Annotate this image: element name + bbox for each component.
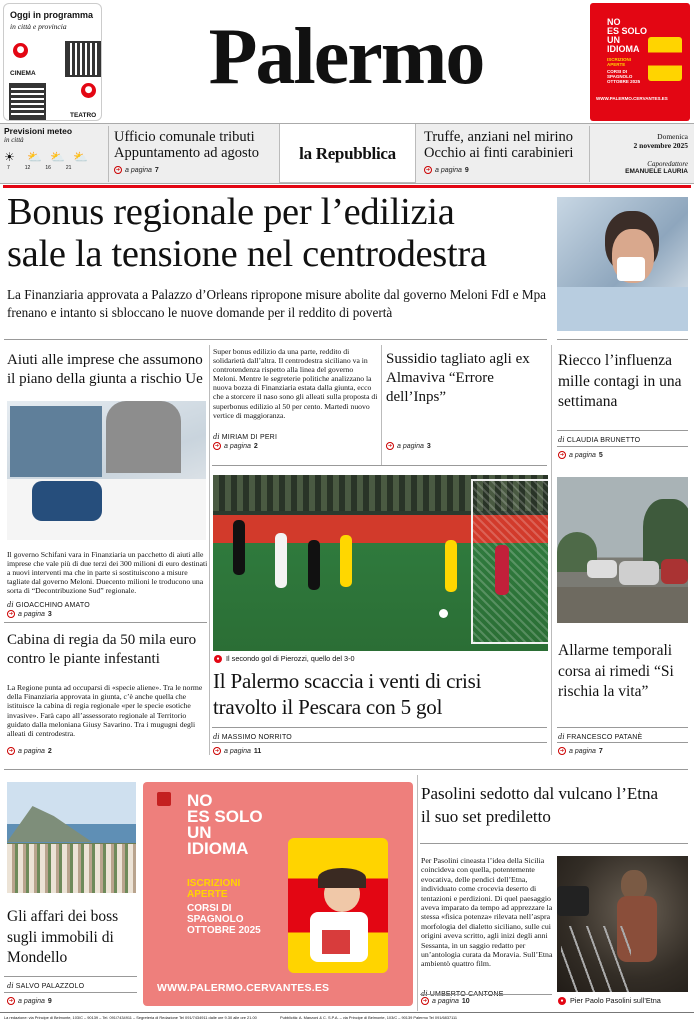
page-ref[interactable]: ➜ a pagina 2: [214, 442, 258, 450]
byline: di FRANCESCO PATANÈ: [558, 732, 643, 741]
cinema-icon: ●: [13, 43, 28, 58]
today-box: [3, 3, 102, 121]
ad-line-1: NO: [607, 17, 621, 27]
ad-flag-illustration: [288, 838, 388, 973]
meteo-box: [4, 126, 104, 182]
ad-sub-2: CORSI DI SPAGNOLO OTTOBRE 2025: [607, 69, 641, 84]
byline: di MIRIAM DI PERI: [213, 432, 278, 441]
arrow-icon: ➜: [214, 748, 220, 754]
camera-icon: ●: [214, 655, 222, 663]
page-ref[interactable]: ➜ a pagina 7: [559, 747, 603, 755]
ad-url[interactable]: WWW.PALERMO.CERVANTES.ES: [596, 96, 668, 101]
lead-headline-line-2: sale la tensione nel centrodestra: [7, 233, 487, 275]
arrow-icon: ➜: [387, 443, 393, 449]
ad-line-2: ES SOLO: [607, 26, 648, 36]
ad-line-4: IDIOMA: [607, 44, 640, 54]
sport-headline[interactable]: Il Palermo scaccia i venti di crisi travolto il Pescara con 5 gol: [213, 669, 482, 719]
arrow-icon: ➜: [8, 748, 14, 754]
article-influenza-headline[interactable]: Riecco l’influenza mille contagi in una settimana: [558, 352, 682, 410]
newspaper-title: Palermo: [208, 13, 484, 101]
editor-name: EMANUELE LAURIA: [625, 168, 688, 175]
meteo-temp: 7: [7, 165, 10, 171]
byline: di MASSIMO NORRITO: [213, 732, 292, 741]
arrow-icon: ➜: [214, 443, 220, 449]
qr-code-teatro-icon[interactable]: [11, 85, 44, 118]
photo-caption: ● Il secondo gol di Pierozzi, quello del 3-0: [214, 654, 355, 663]
meteo-temp: 12: [24, 165, 31, 171]
day: Domenica: [657, 132, 688, 141]
lead-headline-line-1: Bonus regionale per l’edilizia: [7, 191, 455, 233]
article-temporali-headline[interactable]: Allarme temporali corsa ai rimedi “Si rischia la vita”: [558, 642, 674, 700]
article-pasolini-headline[interactable]: Pasolini sedotto dal vulcano l’Etna il suo set prediletto: [421, 784, 659, 826]
teaser-title: Truffe, anziani nel mirino: [424, 129, 574, 145]
ad-line-1: NO: [187, 791, 213, 810]
page-ref[interactable]: ➜ a pagina 3: [387, 442, 431, 450]
influenza-photo: [557, 197, 688, 331]
football-photo: [213, 475, 548, 651]
photo-caption: ● Pier Paolo Pasolini sull’Etna: [558, 996, 661, 1005]
teatro-label: TEATRO: [70, 112, 97, 119]
arrow-icon: ➜: [115, 167, 121, 173]
lead-deck: La Finanziaria approvata a Palazzo d’Orleans ripropone misure abolite dal governo Meloni FdI e Mpa frenano e intanto si sbloccano le nuove domande per il reddito di povertà: [7, 287, 547, 320]
camera-icon: ●: [558, 997, 566, 1005]
article-pasolini-body: Per Pasolini cineasta l’idea della Sicilia coincideva con quella, potentemente evocativa, delle pendici dell’Etna, individuato come crocevia deserto di tentazioni e perdizioni. Di quel paesaggio aveva imparato da tempo ad apprezzare la stessa «fisica potenza» rilevata nell’aspra morfologia del dialetto siciliano, sulle cui origini aveva scritto, agli inizi degli anni Sessanta, in un saggio redatto per un’antologia curata da Moravia. Sull’Etna ambientò quattro film.: [421, 856, 553, 969]
editor-role: Caporedattore: [647, 160, 688, 168]
ad-line-4: IDIOMA: [187, 839, 249, 858]
aiuti-photo: [7, 401, 206, 540]
arrow-icon: ➜: [559, 748, 565, 754]
today-box-subtitle: in città e provincia: [10, 22, 67, 31]
meteo-temp: 21: [65, 165, 72, 171]
arrow-icon: ➜: [425, 167, 431, 173]
repubblica-logo-box: [279, 124, 416, 183]
page-ref[interactable]: ➜ a pagina 5: [559, 451, 603, 459]
article-aiuti-headline[interactable]: Aiuti alle imprese che assumono il piano della giunta a rischio Ue: [7, 352, 203, 387]
teatro-icon: ●: [81, 83, 96, 98]
footer-redazione: La redazione: via Principe di Belmonte, 103/C – 90139 – Tel. 091/7434911 – Segreteria di Redazione Tel 091/7434911 dalle ore 9.30 alle ore 21.00: [4, 1015, 257, 1020]
article-mondello-headline[interactable]: Gli affari dei boss sugli immobili di Mondello: [7, 908, 119, 966]
ad-sub-2: CORSI DI SPAGNOLO OTTOBRE 2025: [187, 903, 261, 936]
weather-cloud-sun-icon: ⛅: [73, 150, 88, 164]
today-box-title: Oggi in programma: [10, 10, 94, 20]
byline: di CLAUDIA BRUNETTO: [558, 435, 641, 444]
article-cabina-headline[interactable]: Cabina di regia da 50 mila euro contro le piante infestanti: [7, 632, 197, 667]
ad-line-3: UN: [607, 35, 620, 45]
repubblica-logo: la Repubblica: [299, 144, 396, 163]
date-box: [592, 132, 688, 175]
ad-sub-1: ISCRIZIONI APERTE: [607, 57, 632, 67]
page-ref[interactable]: ➜ a pagina 11: [214, 747, 262, 755]
teaser-subtitle: Occhio ai finti carabinieri: [424, 145, 574, 161]
pasolini-photo: [557, 856, 688, 992]
ad-url[interactable]: WWW.PALERMO.CERVANTES.ES: [157, 982, 330, 994]
teaser-title: Ufficio comunale tributi: [114, 129, 255, 145]
red-rule: [3, 185, 691, 188]
ad-line-3: UN: [187, 823, 212, 842]
teaser-truffe[interactable]: Truffe, anziani nel mirino Occhio ai finti carabinieri ➜ a pagina 9: [424, 129, 586, 174]
article-aiuti-body: Il governo Schifani vara in Finanziaria un pacchetto di aiuti alle imprese che vale più di due terzi dei 300 milioni di euro destinati a nuovi interventi ma che in parte si sostituiscono a misure tagliate dal governo Meloni. Duecento milioni le troducono una sorta di “Decontribuzione Sud” regionale.: [7, 550, 208, 595]
ad-flag-illustration: [648, 37, 682, 81]
ad-line-2: ES SOLO: [187, 807, 263, 826]
mondello-photo: [7, 782, 136, 893]
lead-headline[interactable]: [7, 191, 552, 275]
weather-cloud-sun-icon: ⛅: [50, 150, 65, 164]
byline: di SALVO PALAZZOLO: [7, 981, 85, 990]
meteo-subtitle: in città: [4, 136, 24, 144]
weather-sun-icon: ☀: [4, 150, 15, 164]
article-bonus-body: Super bonus edilizio da una parte, reddito di solidarietà dall’altra. Il centrodestra siciliano va in controtendenza rispetto alla linea del governo Meloni. Mentre le segreterie politiche analizzano la nuova bozza di Finanziaria estata dalla giunta, ecco che a storcere il naso sono gli alleati sulla proposta di superbonus edilizio al 50 per cento. Martedì nuovo vertice di maggioranza.: [213, 347, 378, 420]
meteo-title: Previsioni meteo: [4, 126, 73, 136]
meteo-temp: 16: [45, 165, 51, 171]
cervantes-ad[interactable]: [143, 782, 413, 1006]
byline: di GIOACCHINO AMATO: [7, 600, 90, 609]
teaser-tributi[interactable]: Ufficio comunale tributi Appuntamento ad agosto ➜ a pagina 7: [114, 129, 274, 174]
qr-code-cinema-icon[interactable]: [67, 43, 99, 75]
arrow-icon: ➜: [559, 452, 565, 458]
weather-cloud-sun-icon: ⛅: [27, 150, 42, 164]
article-almaviva-headline[interactable]: Sussidio tagliato agli ex Almaviva “Errore dell’Inps”: [386, 351, 530, 405]
page-ref[interactable]: ➜ a pagina 3: [8, 610, 52, 618]
storm-photo: [557, 477, 688, 623]
footer-pubblicita: Pubblicità: A. Manzoni & C. S.P.A. – via Principe di Belmonte, 103/C – 90139 Palermo Tel 091/6837111: [280, 1015, 458, 1020]
arrow-icon: ➜: [8, 998, 14, 1004]
ad-sub-1: ISCRIZIONI APERTE: [187, 878, 241, 900]
page-ref[interactable]: ➜ a pagina 2: [8, 747, 52, 755]
article-cabina-body: La Regione punta ad occuparsi di «specie aliene». Tra le norme della Finanziaria approvata in giunta, c’è anche quella che istituisce la cabina di regia regionale «per le specie esotiche invasive». Farà capo all’assessorato regionale al Territorio guidato dalla meloniana Giusy Savarino. Tra i mugugni degli alleati di centrodestra.: [7, 683, 203, 739]
masthead-ad[interactable]: [590, 3, 690, 121]
page-ref[interactable]: ➜ a pagina 10: [422, 997, 470, 1005]
page-ref[interactable]: ➜ a pagina 9: [8, 997, 52, 1005]
cinema-label: CINEMA: [10, 70, 36, 77]
arrow-icon: ➜: [422, 998, 428, 1004]
cervantes-logo-icon: [157, 792, 171, 806]
teaser-subtitle: Appuntamento ad agosto: [114, 145, 259, 161]
date: 2 novembre 2025: [633, 141, 688, 150]
arrow-icon: ➜: [8, 611, 14, 617]
